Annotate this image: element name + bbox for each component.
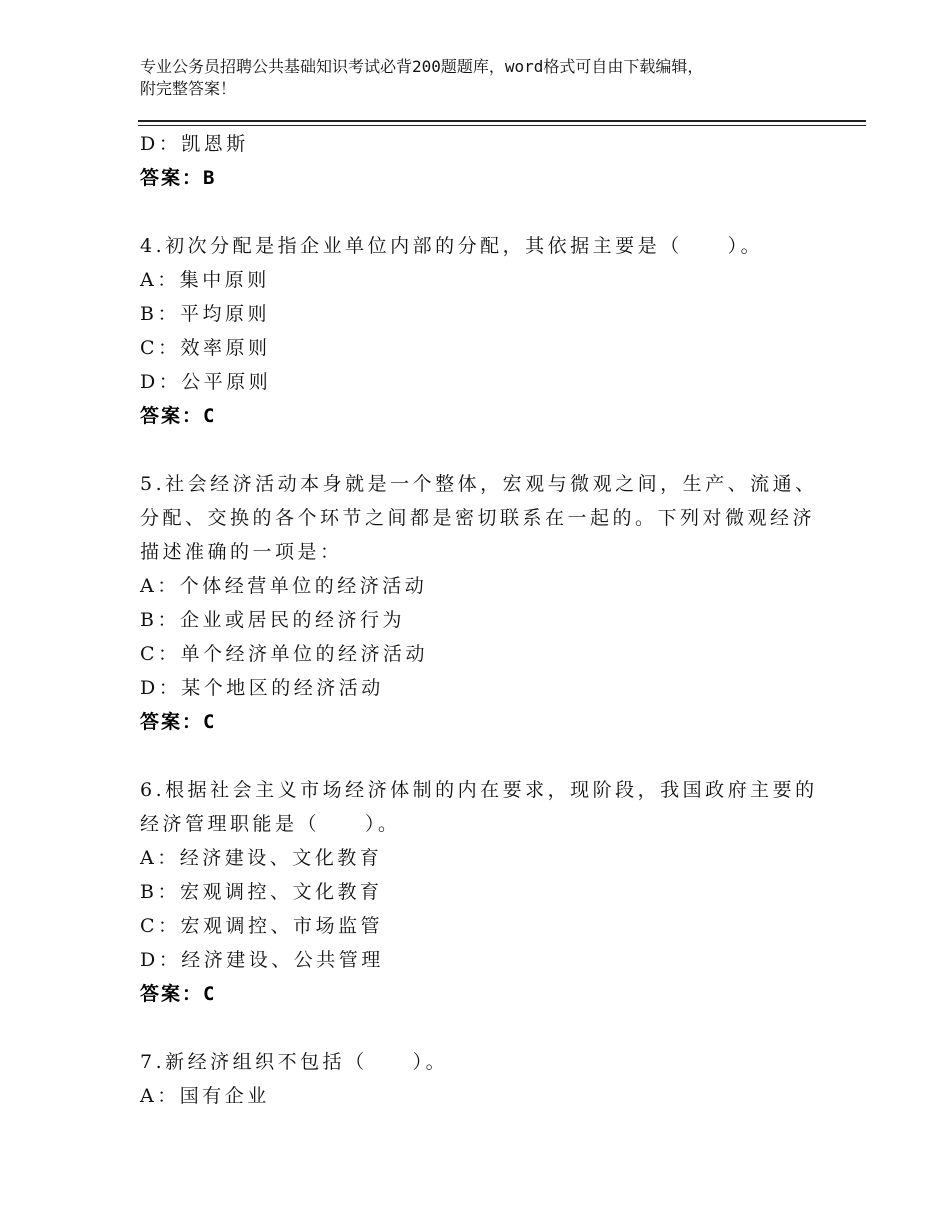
option-d: D：公平原则: [140, 371, 272, 393]
question-text: 描述准确的一项是：: [140, 541, 343, 563]
answer-value: C: [203, 983, 217, 1005]
answer-value: C: [203, 405, 217, 427]
answer-label: 答案：: [140, 983, 204, 1005]
option-a: A：集中原则: [140, 269, 270, 291]
question-text: 经济管理职能是（ ）。: [140, 813, 401, 835]
question-6: [140, 773, 860, 1011]
option-c: C：宏观调控、市场监管: [140, 915, 384, 937]
answer-line: [140, 399, 860, 433]
answer-line: [140, 977, 860, 1011]
answer-line: [140, 705, 860, 739]
answer-line: [140, 161, 860, 195]
question-text: 7.新经济组织不包括（ ）。: [140, 1051, 449, 1073]
header-line-2: 附完整答案！: [140, 79, 237, 98]
answer-label: 答案：: [140, 167, 204, 189]
option-d: D：某个地区的经济活动: [140, 677, 384, 699]
option-a: A：国有企业: [140, 1085, 270, 1107]
spacer: [140, 433, 860, 467]
spacer: [140, 1011, 860, 1045]
answer-label: 答案：: [140, 405, 204, 427]
question-content: [140, 127, 860, 1113]
answer-value: B: [203, 167, 217, 189]
spacer: [140, 739, 860, 773]
question-4: [140, 229, 860, 433]
option-a: A：经济建设、文化教育: [140, 847, 383, 869]
question-text: 5.社会经济活动本身就是一个整体，宏观与微观之间，生产、流通、: [140, 473, 818, 495]
option-d: D：凯恩斯: [140, 133, 249, 155]
question-text: 6.根据社会主义市场经济体制的内在要求，现阶段，我国政府主要的: [140, 779, 818, 801]
header-rule-thin: [138, 125, 866, 126]
option-c: C：单个经济单位的经济活动: [140, 643, 429, 665]
spacer: [140, 195, 860, 229]
question-7: [140, 1045, 860, 1113]
option-c: C：效率原则: [140, 337, 271, 359]
page-header: [140, 56, 840, 100]
question-text: 分配、交换的各个环节之间都是密切联系在一起的。下列对微观经济: [140, 507, 816, 529]
header-rule-thick: [138, 120, 866, 122]
option-b: B：宏观调控、文化教育: [140, 881, 383, 903]
question-text: 4.初次分配是指企业单位内部的分配，其依据主要是（ ）。: [140, 235, 764, 257]
header-line-1: 专业公务员招聘公共基础知识考试必背200题题库，word格式可自由下载编辑，: [140, 57, 704, 76]
answer-label: 答案：: [140, 711, 204, 733]
question-5: [140, 467, 860, 739]
option-b: B：平均原则: [140, 303, 270, 325]
answer-value: C: [203, 711, 217, 733]
option-b: B：企业或居民的经济行为: [140, 609, 405, 631]
option-d: D：经济建设、公共管理: [140, 949, 384, 971]
option-a: A：个体经营单位的经济活动: [140, 575, 428, 597]
